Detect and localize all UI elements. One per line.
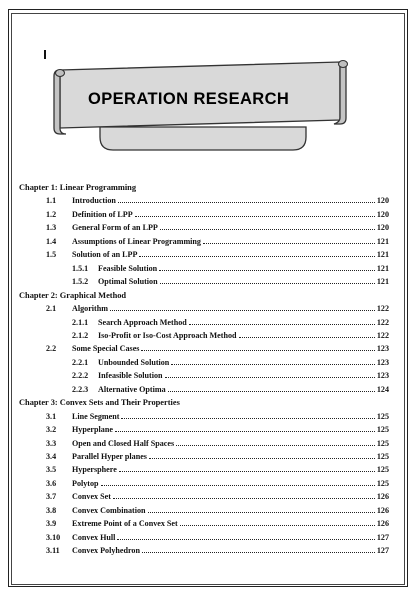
toc-entry-number: 2.1.1 bbox=[72, 317, 89, 327]
toc-entry-number: 1.3 bbox=[46, 223, 57, 233]
toc-entry[interactable] bbox=[46, 222, 389, 233]
toc-entry[interactable] bbox=[72, 263, 389, 274]
toc-entry-title: Unbounded Solution bbox=[98, 357, 170, 367]
toc-entry-title: Convex Hull bbox=[72, 532, 116, 542]
dot-leader bbox=[148, 512, 375, 513]
toc-entry-title: Algorithm bbox=[72, 304, 108, 314]
toc-entry[interactable] bbox=[46, 491, 389, 502]
toc-entry-title: Convex Polyhedron bbox=[72, 546, 140, 556]
toc-entry-title: Feasible Solution bbox=[98, 263, 158, 273]
dot-leader bbox=[118, 202, 375, 203]
toc-entry-page: 126 bbox=[376, 519, 389, 529]
toc-entry-page: 127 bbox=[376, 546, 389, 556]
toc-entry-title: Some Special Cases bbox=[72, 344, 140, 354]
toc-entry[interactable] bbox=[46, 451, 389, 462]
toc-entry-page: 125 bbox=[376, 478, 389, 488]
toc-entry-number: 3.4 bbox=[46, 452, 57, 461]
toc-entry-title: Parallel Hyper planes bbox=[72, 452, 147, 461]
toc-entry[interactable] bbox=[46, 303, 389, 314]
toc-entry-page: 125 bbox=[376, 438, 389, 448]
toc-entry[interactable] bbox=[46, 209, 389, 220]
dot-leader bbox=[160, 229, 375, 230]
toc-entry-page: 127 bbox=[376, 532, 389, 542]
toc-entry[interactable] bbox=[46, 411, 389, 422]
toc-entry-page: 120 bbox=[376, 209, 389, 219]
dot-leader bbox=[115, 431, 375, 432]
toc-entry-title: General Form of an LPP bbox=[72, 223, 158, 233]
chapter-heading: Chapter 3: Convex Sets and Their Properties bbox=[19, 398, 180, 408]
toc-entry-title: Convex Set bbox=[72, 492, 111, 502]
banner-title: OPERATION RESEARCH bbox=[88, 90, 290, 108]
toc-entry-page: 121 bbox=[376, 277, 389, 287]
toc-entry-number: 3.6 bbox=[46, 478, 57, 488]
dot-leader bbox=[117, 539, 374, 540]
dot-leader bbox=[203, 243, 375, 244]
toc-entry-title: Open and Closed Half Spaces bbox=[72, 438, 175, 448]
toc-entry[interactable] bbox=[46, 545, 389, 556]
toc-entry-number: 3.2 bbox=[46, 425, 57, 435]
toc-entry-number: 2.2 bbox=[46, 344, 57, 354]
dot-leader bbox=[168, 391, 375, 392]
chapter-heading: Chapter 2: Graphical Method bbox=[19, 290, 127, 300]
toc-entry[interactable] bbox=[46, 438, 389, 449]
dot-leader bbox=[142, 552, 375, 553]
toc-entry-number: 3.3 bbox=[46, 438, 57, 448]
toc-entry-title: Definition of LPP bbox=[72, 209, 133, 219]
toc-entry[interactable] bbox=[72, 357, 389, 368]
toc-entry-title: Extreme Point of a Convex Set bbox=[72, 519, 178, 529]
toc-entry-page: 120 bbox=[376, 223, 389, 233]
dot-leader bbox=[239, 337, 375, 338]
toc-entry[interactable] bbox=[46, 195, 389, 206]
toc-entry[interactable] bbox=[46, 236, 389, 247]
toc-entry[interactable] bbox=[72, 276, 389, 287]
toc-entry[interactable] bbox=[72, 384, 389, 395]
toc-entry[interactable] bbox=[46, 505, 389, 516]
toc-entry-title: Alternative Optima bbox=[98, 384, 166, 394]
toc-entry-title: Introduction bbox=[72, 196, 116, 206]
toc-entry-title: Search Approach Method bbox=[98, 317, 187, 327]
toc-entry[interactable] bbox=[72, 370, 389, 381]
toc-entry-number: 1.1 bbox=[46, 196, 57, 206]
toc-entry-page: 125 bbox=[376, 465, 389, 475]
toc-entry-page: 120 bbox=[376, 196, 389, 206]
toc-entry-page: 124 bbox=[376, 384, 389, 394]
toc-entry-title: Optimal Solution bbox=[98, 277, 158, 287]
toc-entry-number: 2.1 bbox=[46, 304, 57, 314]
toc-entry-title: Hyperplane bbox=[72, 425, 113, 435]
dot-leader bbox=[180, 525, 375, 526]
toc-entry-number: 3.5 bbox=[46, 465, 57, 475]
toc-entry-number: 1.5.2 bbox=[72, 277, 89, 287]
toc-entry[interactable] bbox=[46, 343, 389, 354]
dot-leader bbox=[149, 458, 375, 459]
toc-entry-number: 3.7 bbox=[46, 492, 57, 502]
toc-entry-page: 122 bbox=[376, 304, 389, 314]
toc-entry-page: 126 bbox=[376, 505, 389, 515]
toc-entry-number: 2.2.3 bbox=[72, 384, 89, 394]
toc-entry-title: Polytop bbox=[72, 478, 99, 488]
toc-entry-number: 1.2 bbox=[46, 209, 57, 219]
toc-entry-number: 2.1.2 bbox=[72, 330, 89, 340]
toc-entry-number: 1.5.1 bbox=[72, 263, 89, 273]
toc-entry-title: Solution of an LPP bbox=[72, 250, 138, 260]
dot-leader bbox=[113, 498, 375, 499]
dot-leader bbox=[171, 364, 375, 365]
dot-leader bbox=[101, 485, 375, 486]
toc-entry-title: Hypersphere bbox=[72, 465, 117, 475]
toc-entry[interactable] bbox=[46, 464, 389, 475]
toc-entry-page: 125 bbox=[376, 425, 389, 435]
dot-leader bbox=[119, 471, 375, 472]
toc-entry[interactable] bbox=[46, 478, 389, 489]
toc-entry-page: 123 bbox=[376, 371, 389, 381]
toc-entry[interactable] bbox=[72, 330, 389, 341]
toc-entry-page: 126 bbox=[376, 492, 389, 502]
toc-entry-title: Infeasible Solution bbox=[98, 371, 163, 381]
dot-leader bbox=[121, 418, 374, 419]
dot-leader bbox=[141, 350, 374, 351]
dot-leader bbox=[110, 310, 375, 311]
toc-entry-title: Convex Combination bbox=[72, 505, 146, 515]
dot-leader bbox=[176, 445, 375, 446]
toc-entry-number: 3.8 bbox=[46, 505, 57, 515]
toc-entry-number: 1.5 bbox=[46, 250, 57, 260]
toc-entry-title: Assumptions of Linear Programming bbox=[72, 236, 201, 246]
dot-leader bbox=[189, 324, 375, 325]
toc-entry-page: 122 bbox=[376, 317, 389, 327]
toc-entry-page: 123 bbox=[376, 357, 389, 367]
toc-entry-number: 1.4 bbox=[46, 236, 57, 246]
dot-leader bbox=[160, 283, 375, 284]
toc-entry-page: 123 bbox=[376, 344, 389, 354]
dot-leader bbox=[139, 256, 374, 257]
toc-entry-title: Iso-Profit or Iso-Cost Approach Method bbox=[98, 330, 237, 340]
toc-entry-number: 3.9 bbox=[46, 519, 57, 529]
dot-leader bbox=[165, 377, 375, 378]
toc-entry[interactable] bbox=[72, 317, 389, 328]
toc-entry-page: 122 bbox=[376, 330, 389, 340]
toc-entry-number: 3.11 bbox=[46, 546, 60, 556]
toc-entry[interactable] bbox=[46, 532, 389, 543]
toc-entry-page: 125 bbox=[376, 452, 389, 461]
chapter-heading: Chapter 1: Linear Programming bbox=[19, 183, 137, 192]
dot-leader bbox=[135, 216, 375, 217]
toc-entry-number: 3.10 bbox=[46, 532, 61, 542]
toc-entry-number: 3.1 bbox=[46, 411, 57, 421]
toc-entry-number: 2.2.1 bbox=[72, 357, 89, 367]
toc-entry-page: 121 bbox=[376, 236, 389, 246]
toc-entry-title: Line Segment bbox=[72, 411, 120, 421]
toc-entry-page: 121 bbox=[376, 263, 389, 273]
toc-entry-number: 2.2.2 bbox=[72, 371, 89, 381]
toc-entry[interactable] bbox=[46, 424, 389, 435]
toc-entry[interactable] bbox=[46, 518, 389, 529]
toc-entry[interactable] bbox=[46, 249, 389, 260]
dot-leader bbox=[159, 270, 375, 271]
toc-entry-page: 121 bbox=[376, 250, 389, 260]
toc-entry-page: 125 bbox=[376, 411, 389, 421]
